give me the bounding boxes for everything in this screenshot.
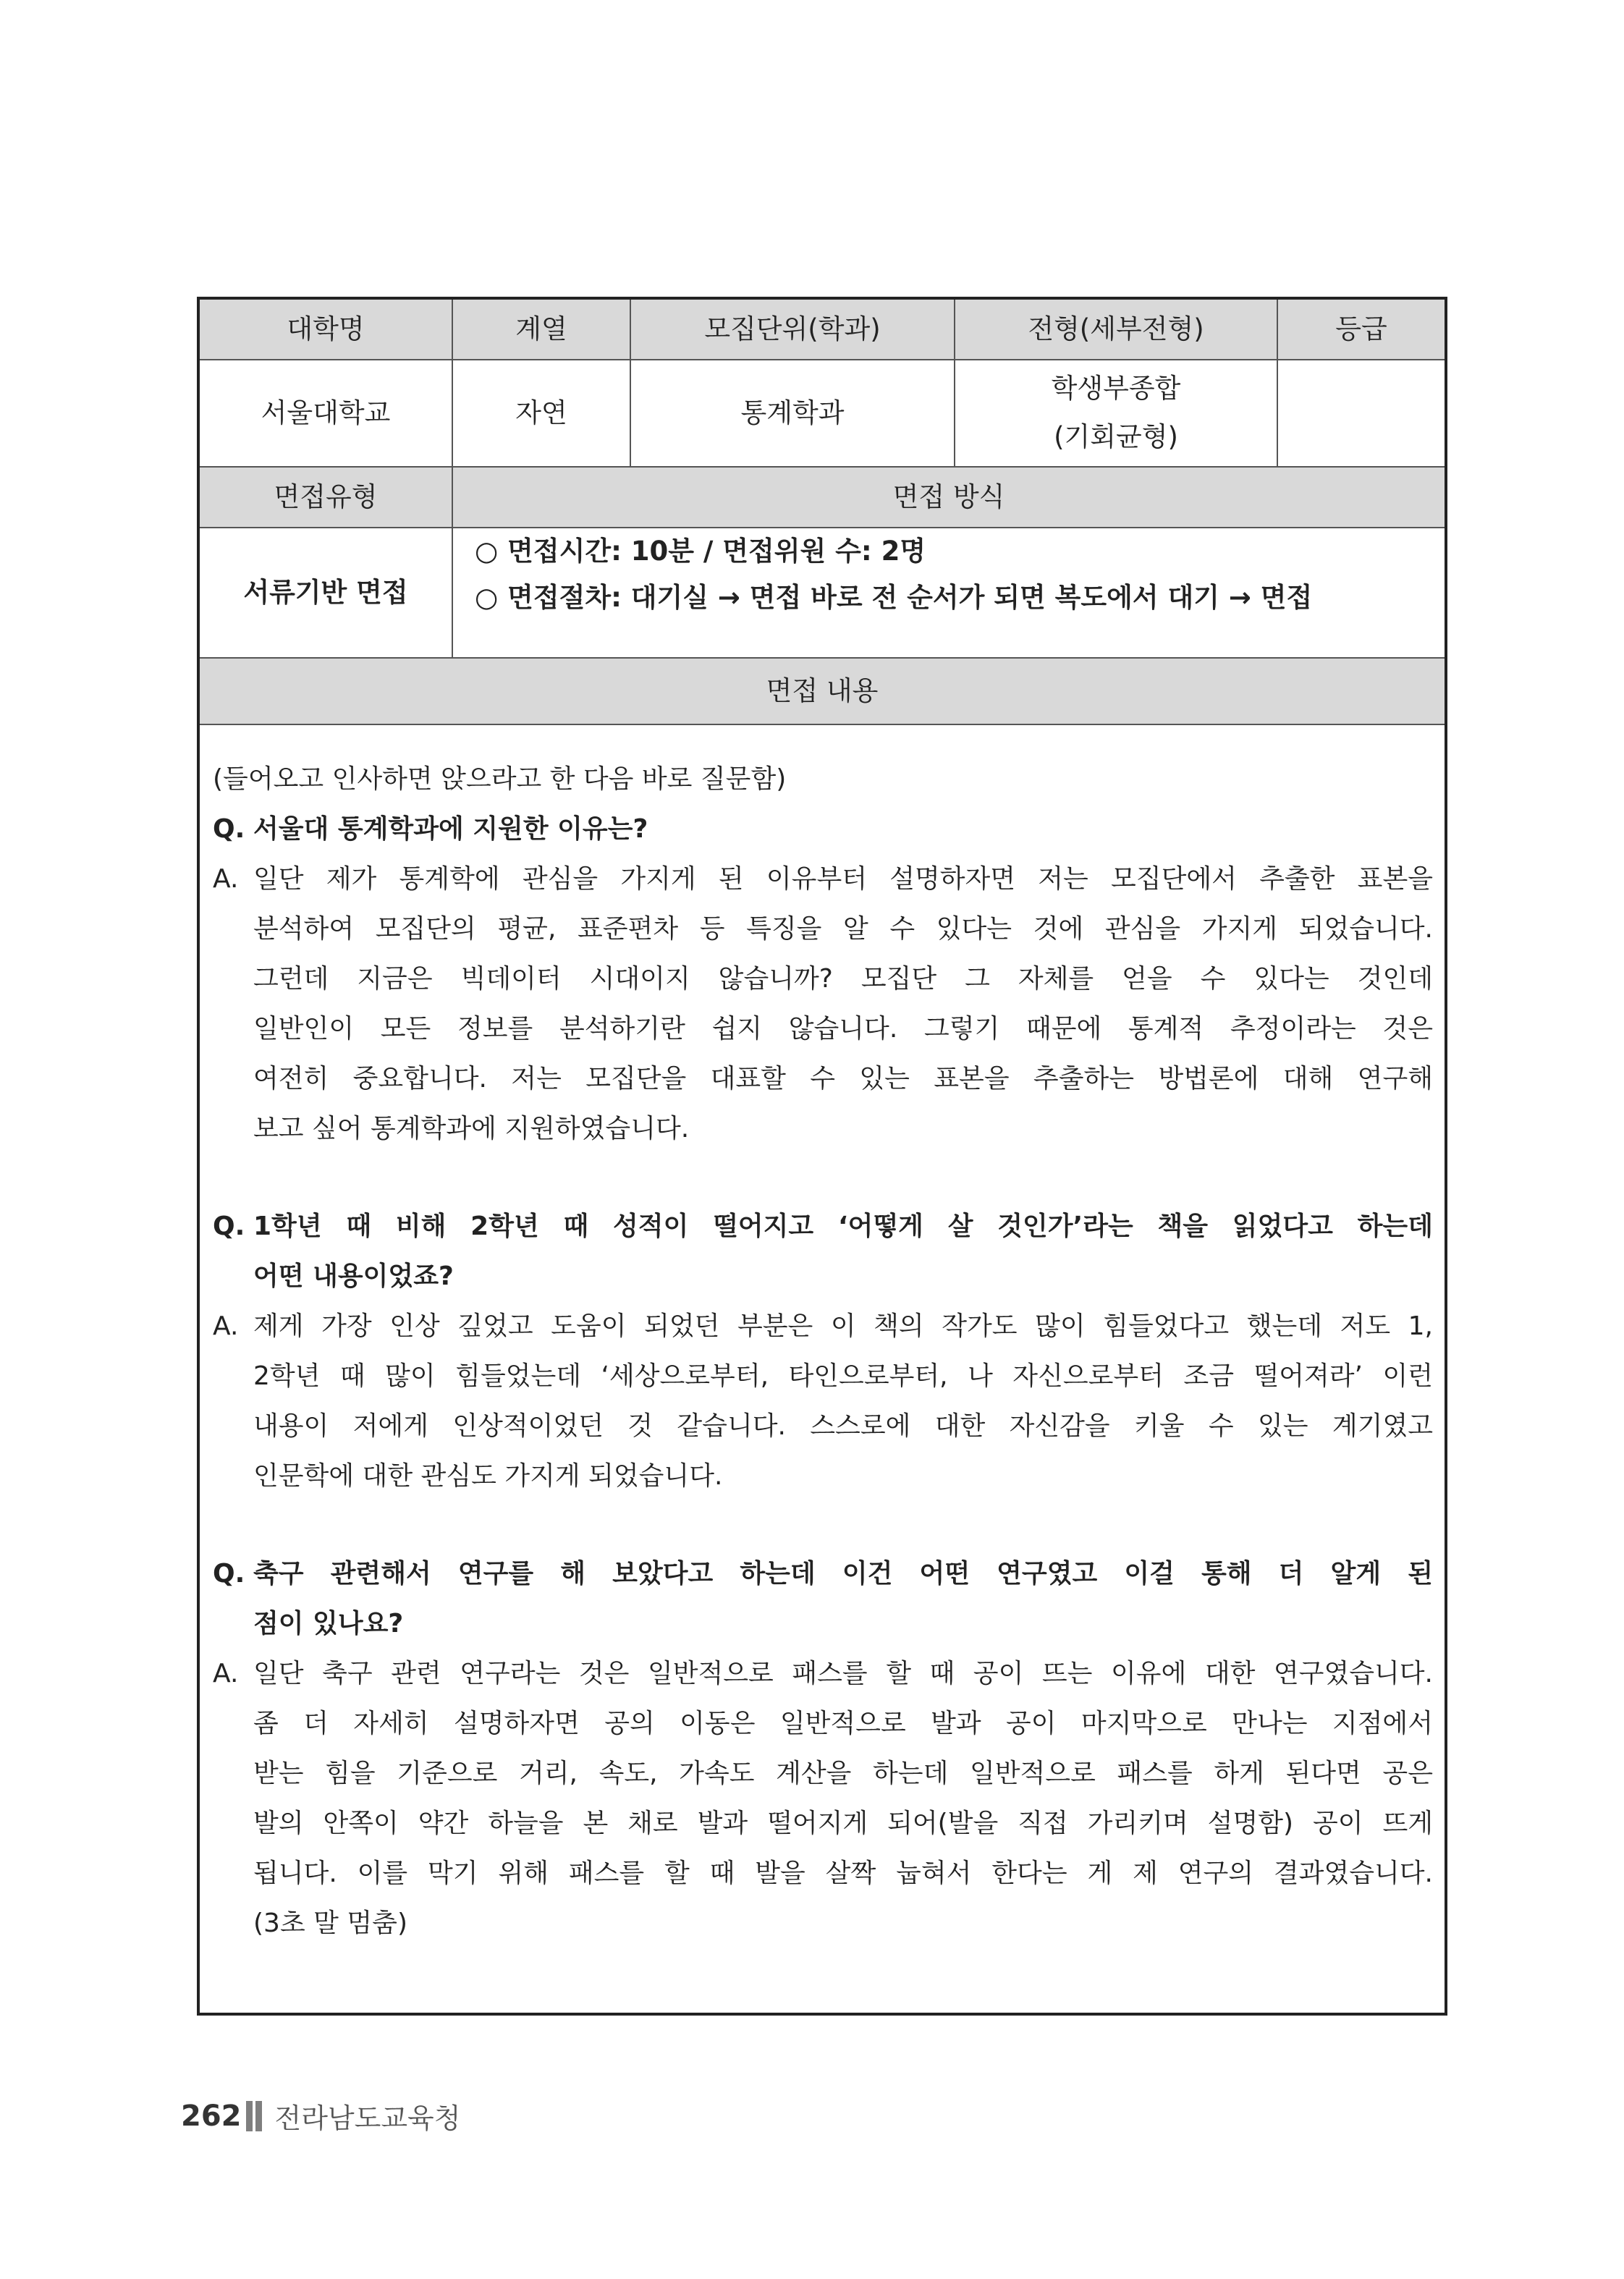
- answer-line: 됩니다. 이를 막기 위해 패스를 할 때 발을 살짝 눕혀서 한다는 게 제 연구의 결과였습니다.: [253, 1859, 1433, 1888]
- method-line-time: ○ 면접시간: 10분 / 면접위원 수: 2명: [475, 536, 926, 567]
- answer-line: 제게 가장 인상 깊었고 도움이 되었던 부분은 이 책의 작가도 많이 힘들었다고 했는데 저도 1,: [253, 1311, 1433, 1341]
- question-marker: Q.: [213, 814, 245, 844]
- value-admission-type: [955, 360, 1278, 466]
- value-department: 통계학과: [631, 360, 955, 466]
- answer-marker: A.: [213, 864, 239, 894]
- method-line-procedure: ○ 면접절차: 대기실 → 면접 바로 전 순서가 되면 복도에서 대기 → 면접: [475, 582, 1313, 613]
- value-university: 서울대학교: [200, 360, 453, 466]
- answer-line: 그런데 지금은 빅데이터 시대이지 않습니까? 모집단 그 자체를 얻을 수 있다는 것인데: [253, 964, 1433, 994]
- answer-line: 인문학에 대한 관심도 가지게 되었습니다.: [253, 1461, 723, 1491]
- header-grade: 등급: [1335, 313, 1387, 344]
- question-1: [213, 804, 1433, 854]
- organization-name: 전라남도교육청: [274, 2102, 461, 2134]
- answer-marker: A.: [213, 1311, 239, 1341]
- answer-line: 여전히 중요합니다. 저는 모집단을 대표할 수 있는 표본을 추출하는 방법론에 대해 연구해: [253, 1064, 1433, 1094]
- answer-line: 보고 싶어 통계학과에 지원하였습니다.: [253, 1114, 690, 1143]
- answer-line: 좀 더 자세히 설명하자면 공의 이동은 일반적으로 발과 공이 마지막으로 만나는 지점에서: [253, 1709, 1433, 1738]
- answer-text: [253, 1301, 1433, 1501]
- answer-line: 일반인이 모든 정보를 분석하기란 쉽지 않습니다. 그렇기 때문에 통계적 추정이라는 것은: [253, 1014, 1433, 1044]
- answer-marker: A.: [213, 1659, 239, 1688]
- question-line: 점이 있나요?: [253, 1609, 404, 1639]
- header-university: 대학명: [200, 300, 453, 359]
- answer-line: 2학년 때 많이 힘들었는데 ‘세상으로부터, 타인으로부터, 나 자신으로부터 조금 떨어져라’ 이런: [253, 1361, 1433, 1391]
- answer-3: [213, 1649, 1433, 1948]
- question-line: 1학년 때 비해 2학년 때 성적이 떨어지고 ‘어떻게 살 것인가’라는 책을 읽었다고 하는데: [253, 1212, 1433, 1241]
- question-text: [253, 1201, 1433, 1301]
- answer-2: [213, 1301, 1433, 1501]
- question-2: [213, 1201, 1433, 1301]
- question-3: [213, 1549, 1433, 1649]
- header-interview-type: 면접유형: [200, 468, 453, 527]
- answer-text: [253, 1649, 1433, 1948]
- question-marker: Q.: [213, 1212, 245, 1241]
- interview-type-row: [200, 528, 1445, 659]
- answer-line: 분석하여 모집단의 평균, 표준편차 등 특징을 알 수 있다는 것에 관심을 가지게 되었습니다.: [253, 914, 1433, 944]
- answer-line: 일단 축구 관련 연구라는 것은 일반적으로 패스를 할 때 공이 뜨는 이유에 대한 연구였습니다.: [253, 1659, 1433, 1688]
- table-info-row: [200, 360, 1445, 468]
- header-interview-content: 면접 내용: [766, 675, 879, 706]
- interview-type-header-row: [200, 468, 1445, 528]
- answer-1: [213, 854, 1433, 1154]
- answer-text: [253, 854, 1433, 1154]
- answer-line: 일단 제가 통계학에 관심을 가지게 된 이유부터 설명하자면 저는 모집단에서 추출한 표본을: [253, 864, 1433, 894]
- header-interview-method: 면접 방식: [892, 481, 1005, 512]
- header-admission-type: 전형(세부전형): [955, 300, 1278, 359]
- admission-type-line-1: 학생부종합: [1051, 373, 1181, 405]
- value-interview-type: 서류기반 면접: [200, 528, 453, 657]
- question-line: 축구 관련해서 연구를 해 보았다고 하는데 이건 어떤 연구였고 이걸 통해 더 알게 된: [253, 1559, 1433, 1589]
- footer-divider-bar: [255, 2101, 262, 2131]
- interview-content: [200, 725, 1445, 1948]
- spacer: [213, 1501, 1433, 1549]
- header-department: 모집단위(학과): [631, 300, 955, 359]
- answer-line: 내용이 저에게 인상적이었던 것 같습니다. 스스로에 대한 자신감을 키울 수 있는 계기였고: [253, 1411, 1433, 1441]
- footer-divider-bar: [246, 2101, 253, 2131]
- page-footer: [181, 2096, 460, 2136]
- answer-line: (3초 말 멈춤): [253, 1908, 407, 1938]
- question-text: 서울대 통계학과에 지원한 이유는?: [253, 814, 648, 844]
- header-field: 계열: [453, 300, 631, 359]
- answer-line: 받는 힘을 기준으로 거리, 속도, 가속도 계산을 하는데 일반적으로 패스를 하게 된다면 공은: [253, 1759, 1433, 1788]
- page-number: 262: [181, 2099, 242, 2133]
- admission-type-line-2: (기회균형): [1054, 421, 1178, 452]
- value-interview-method: [453, 528, 1445, 657]
- content-header-row: [200, 659, 1445, 725]
- interview-intro: (들어오고 인사하면 앉으라고 한 다음 바로 질문함): [213, 764, 787, 794]
- interview-record-table: [197, 297, 1447, 2016]
- question-text: [253, 1549, 1433, 1649]
- value-field: 자연: [453, 360, 631, 466]
- spacer: [213, 1154, 1433, 1201]
- question-marker: Q.: [213, 1559, 245, 1589]
- table-header-row: [200, 300, 1445, 360]
- value-grade: [1278, 360, 1445, 466]
- question-line: 어떤 내용이었죠?: [253, 1261, 454, 1291]
- answer-line: 발의 안쪽이 약간 하늘을 본 채로 발과 떨어지게 되어(발을 직접 가리키며 설명함) 공이 뜨게: [253, 1809, 1433, 1838]
